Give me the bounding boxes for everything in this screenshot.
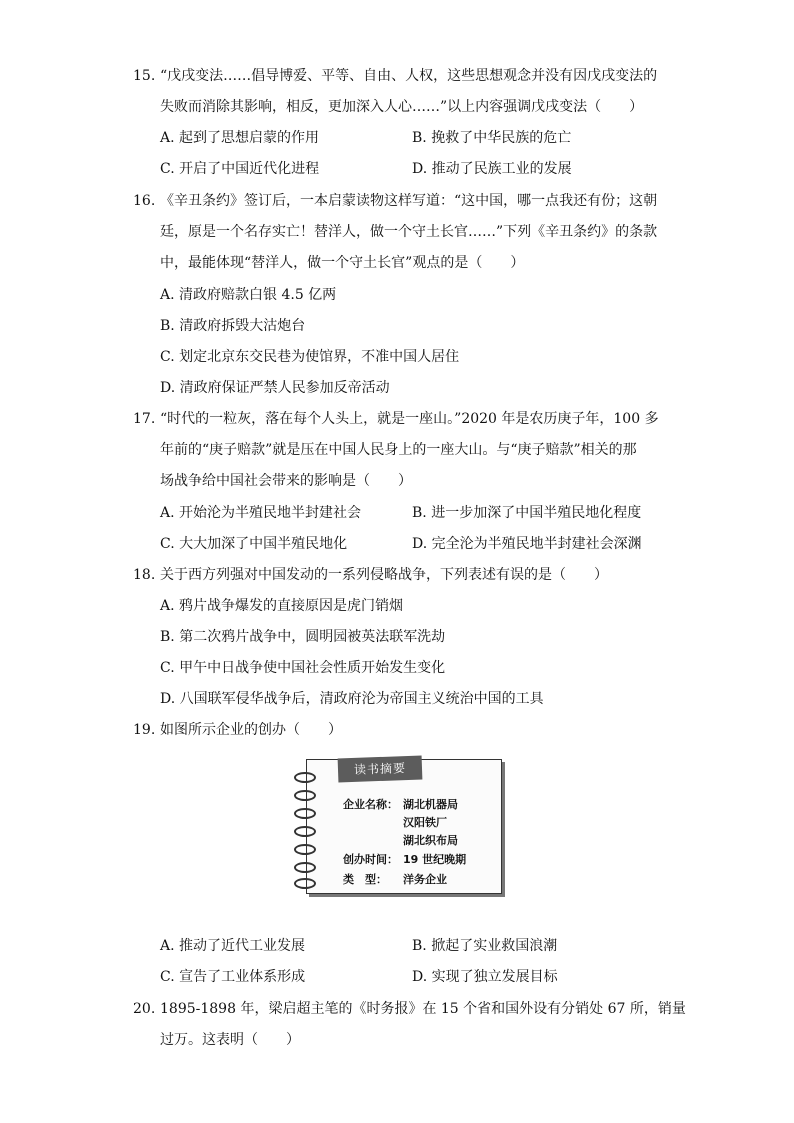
option-b[interactable]: B. 清政府拆毁大沽炮台 — [160, 318, 306, 334]
option-c[interactable]: C. 宣告了工业体系形成 — [160, 969, 306, 985]
spiral-ring-icon — [294, 826, 316, 837]
question-stem-line: 廷，原是一个名存实亡！替洋人，做一个守土长官……”下列《辛丑条约》的条款 — [160, 224, 658, 240]
question-stem-line: 关于西方列强对中国发动的一系列侵略战争，下列表述有误的是（ ） — [160, 567, 608, 583]
question-stem-line: 过万。这表明（ ） — [160, 1032, 300, 1048]
question-number: 17. — [133, 411, 156, 427]
founding-time-label: 创办时间： — [343, 853, 398, 866]
option-b[interactable]: B. 进一步加深了中国半殖民地化程度 — [412, 505, 642, 521]
option-a[interactable]: A. 鸦片战争爆发的直接原因是虎门销烟 — [160, 598, 404, 614]
option-c[interactable]: C. 划定北京东交民巷为使馆界，不准中国人居住 — [160, 349, 460, 365]
enterprise-name: 湖北织布局 — [403, 834, 458, 847]
option-c[interactable]: C. 大大加深了中国半殖民地化 — [160, 536, 348, 552]
question-stem-line: 1895-1898 年，梁启超主笔的《时务报》在 15 个省和国外设有分销处 67 所，销量 — [160, 1001, 686, 1017]
option-a[interactable]: A. 起到了思想启蒙的作用 — [160, 130, 320, 146]
option-d[interactable]: D. 推动了民族工业的发展 — [412, 161, 572, 177]
question-stem-line: 场战争给中国社会带来的影响是（ ） — [160, 473, 412, 489]
question-number: 19. — [133, 722, 156, 738]
spiral-ring-icon — [294, 772, 316, 783]
question-stem-line: 《辛丑条约》签订后，一本启蒙读物这样写道：“这中国，哪一点我还有份；这朝 — [160, 193, 658, 209]
card-tag: 读书摘要 — [338, 756, 423, 783]
option-a[interactable]: A. 清政府赔款白银 4.5 亿两 — [160, 287, 337, 303]
option-b[interactable]: B. 掀起了实业救国浪潮 — [412, 938, 558, 954]
option-d[interactable]: D. 清政府保证严禁人民参加反帝活动 — [160, 380, 390, 396]
question-stem-line: 失败而消除其影响，相反，更加深入人心……”以上内容强调戊戌变法（ ） — [160, 99, 644, 115]
question-stem-line: “戊戌变法……倡导博爱、平等、自由、人权，这些思想观念并没有因戊戌变法的 — [160, 68, 658, 84]
option-b[interactable]: B. 第二次鸦片战争中，圆明园被英法联军洗劫 — [160, 629, 446, 645]
founding-time-value: 19 世纪晚期 — [403, 853, 467, 866]
spiral-ring-icon — [294, 790, 316, 801]
option-b[interactable]: B. 挽救了中华民族的危亡 — [412, 130, 572, 146]
question-number: 16. — [133, 193, 156, 209]
option-d[interactable]: D. 完全沦为半殖民地半封建社会深渊 — [412, 536, 642, 552]
question-number: 20. — [133, 1001, 156, 1017]
option-a[interactable]: A. 推动了近代工业发展 — [160, 938, 306, 954]
enterprise-name-label: 企业名称： — [343, 798, 398, 811]
type-label: 类 型： — [343, 873, 387, 886]
spiral-ring-icon — [294, 878, 316, 889]
option-c[interactable]: C. 甲午中日战争使中国社会性质开始发生变化 — [160, 660, 446, 676]
reading-notes-card — [294, 759, 502, 894]
option-a[interactable]: A. 开始沦为半殖民地半封建社会 — [160, 505, 362, 521]
spiral-ring-icon — [294, 844, 316, 855]
question-stem-line: 中，最能体现“替洋人，做一个守土长官”观点的是（ ） — [160, 255, 525, 271]
question-stem-line: 年前的“庚子赔款”就是压在中国人民身上的一座大山。与“庚子赔款”相关的那 — [160, 442, 637, 458]
option-c[interactable]: C. 开启了中国近代化进程 — [160, 161, 320, 177]
spiral-ring-icon — [294, 862, 316, 873]
question-stem-line: “时代的一粒灰，落在每个人头上，就是一座山。”2020 年是农历庚子年，100 多 — [160, 411, 659, 427]
question-number: 18. — [133, 567, 156, 583]
type-value: 洋务企业 — [403, 873, 447, 886]
question-number: 15. — [133, 68, 156, 84]
enterprise-name: 汉阳铁厂 — [403, 816, 447, 829]
option-d[interactable]: D. 八国联军侵华战争后，清政府沦为帝国主义统治中国的工具 — [160, 691, 544, 707]
option-d[interactable]: D. 实现了独立发展目标 — [412, 969, 558, 985]
question-stem-line: 如图所示企业的创办（ ） — [160, 722, 342, 738]
spiral-ring-icon — [294, 808, 316, 819]
enterprise-name: 湖北机器局 — [403, 798, 458, 811]
